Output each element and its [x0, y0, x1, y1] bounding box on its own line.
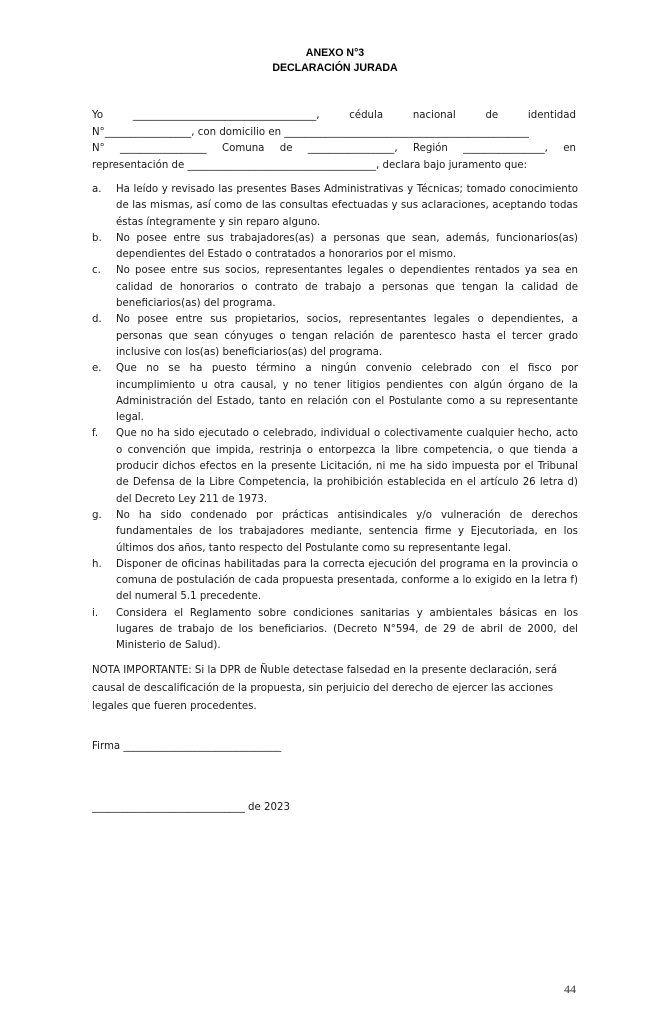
list-marker: d.: [92, 314, 102, 326]
list-marker: h.: [92, 558, 102, 570]
list-item-text: No posee entre sus propietarios, socios, representantes legales o dependientes, a personas que sean cónyuges o tengan relación de parentesco hasta el tercer grado inclusive con los(as) beneficiarios(as) del programa.: [116, 314, 578, 358]
list-marker: c.: [92, 265, 101, 277]
intro-word: N°: [92, 143, 105, 154]
intro-word: nacional: [412, 110, 456, 121]
list-marker: b.: [92, 232, 102, 244]
intro-word: identidad: [527, 110, 576, 121]
intro-line-1: [92, 108, 576, 125]
intro-word: de: [485, 110, 499, 121]
document-title: DECLARACIÓN JURADA: [272, 62, 398, 74]
list-marker: e.: [92, 363, 102, 375]
annex-heading: ANEXO N°3: [305, 47, 365, 59]
intro-line-2: N°_________________, con domicilio en ________________________________________________: [92, 126, 529, 138]
intro-word: de: [279, 143, 293, 154]
intro-word: cédula: [349, 110, 384, 121]
list-item: [92, 263, 578, 312]
list-item: [92, 606, 578, 655]
name-blank: ____________________________________,: [132, 110, 320, 121]
intro-line-3: [92, 141, 576, 158]
list-item-text: Ha leído y revisado las presentes Bases Administrativas y Técnicas; tomado conocimiento de las mismas, así como de las consultas efectuadas y sus aclaraciones, aceptando todas éstas íntegramente y sin reparo alguno.: [116, 184, 578, 228]
number-blank: _________________: [120, 143, 207, 154]
declarant-paragraph: [92, 108, 576, 174]
declaration-list: [92, 182, 578, 655]
date-line: ______________________________ de 2023: [92, 802, 290, 813]
list-item: [92, 361, 578, 426]
intro-word: Comuna: [221, 143, 265, 154]
title-block: [0, 46, 670, 76]
intro-word: Yo: [92, 110, 104, 121]
list-item-text: Considera el Reglamento sobre condiciones sanitarias y ambientales básicas en los lugares de trabajo de los beneficiarios. (Decreto N°594, de 29 de abril de 2000, del Ministerio de Salud).: [116, 607, 578, 652]
intro-word: Región: [412, 143, 448, 154]
list-marker: a.: [92, 184, 102, 195]
list-item-text: No posee entre sus socios, representantes legales o dependientes rentados ya sea en calidad de honorarios o contrato de trabajo a personas que tengan la calidad de beneficiarios(as) del programa.: [116, 265, 578, 310]
region-blank: ________________,: [463, 143, 548, 154]
list-marker: i.: [92, 607, 99, 619]
list-item-text: No ha sido condenado por prácticas antisindicales y/o vulneración de derechos fundamentales de los trabajadores mediante, sentencia firme y Ejecutoriada, en los últimos dos años, tanto respecto del Postulante como su representante legal.: [116, 509, 578, 554]
list-item-text: No posee entre sus trabajadores(as) a personas que sean, además, funcionarios(as) dependientes del Estado o contratados a honorarios por el mismo.: [116, 232, 578, 261]
list-item-text: Disponer de oficinas habilitadas para la correcta ejecución del programa en la provincia o comuna de postulación de cada propuesta presentada, conforme a lo exigido en la letra f) del numeral 5.1 precedente.: [116, 558, 578, 603]
list-item: [92, 231, 578, 264]
list-item-text: Que no ha sido ejecutado o celebrado, individual o colectivamente cualquier hecho, acto o convención que impida, restrinja o entorpezca la libre competencia, o que tienda a producir dichos efectos en la presente Licitación, ni me ha sido impuesta por el Tribunal de Defensa de la Libre Competencia, la prohibición establecida en el artículo 26 letra d) del Decreto Ley 211 de 1973.: [116, 428, 578, 505]
page-number: 44: [564, 982, 576, 996]
list-item: [92, 312, 578, 361]
signature-line: Firma _______________________________: [92, 741, 282, 752]
important-note: NOTA IMPORTANTE: Si la DPR de Ñuble detectase falsedad en la presente declaración, será causal de descalificación de la propuesta, sin perjuicio del derecho de ejercer las acciones legales que fueren procedentes.: [92, 665, 558, 712]
intro-line-4: representación de _____________________________________, declara bajo juramento que:: [92, 159, 528, 171]
list-marker: g.: [92, 509, 102, 521]
list-item: [92, 557, 578, 606]
list-item: [92, 182, 578, 231]
intro-word: en: [563, 143, 576, 154]
list-item: [92, 508, 578, 557]
comuna-blank: _________________,: [307, 143, 398, 154]
list-item-text: Que no se ha puesto término a ningún convenio celebrado con el fisco por incumplimiento u otra causal, y no tener litigios pendientes con algún órgano de la Administración del Estado, tanto en relación con el Postulante como a su representante legal.: [116, 363, 578, 424]
list-item: [92, 426, 578, 507]
list-marker: f.: [92, 428, 99, 440]
